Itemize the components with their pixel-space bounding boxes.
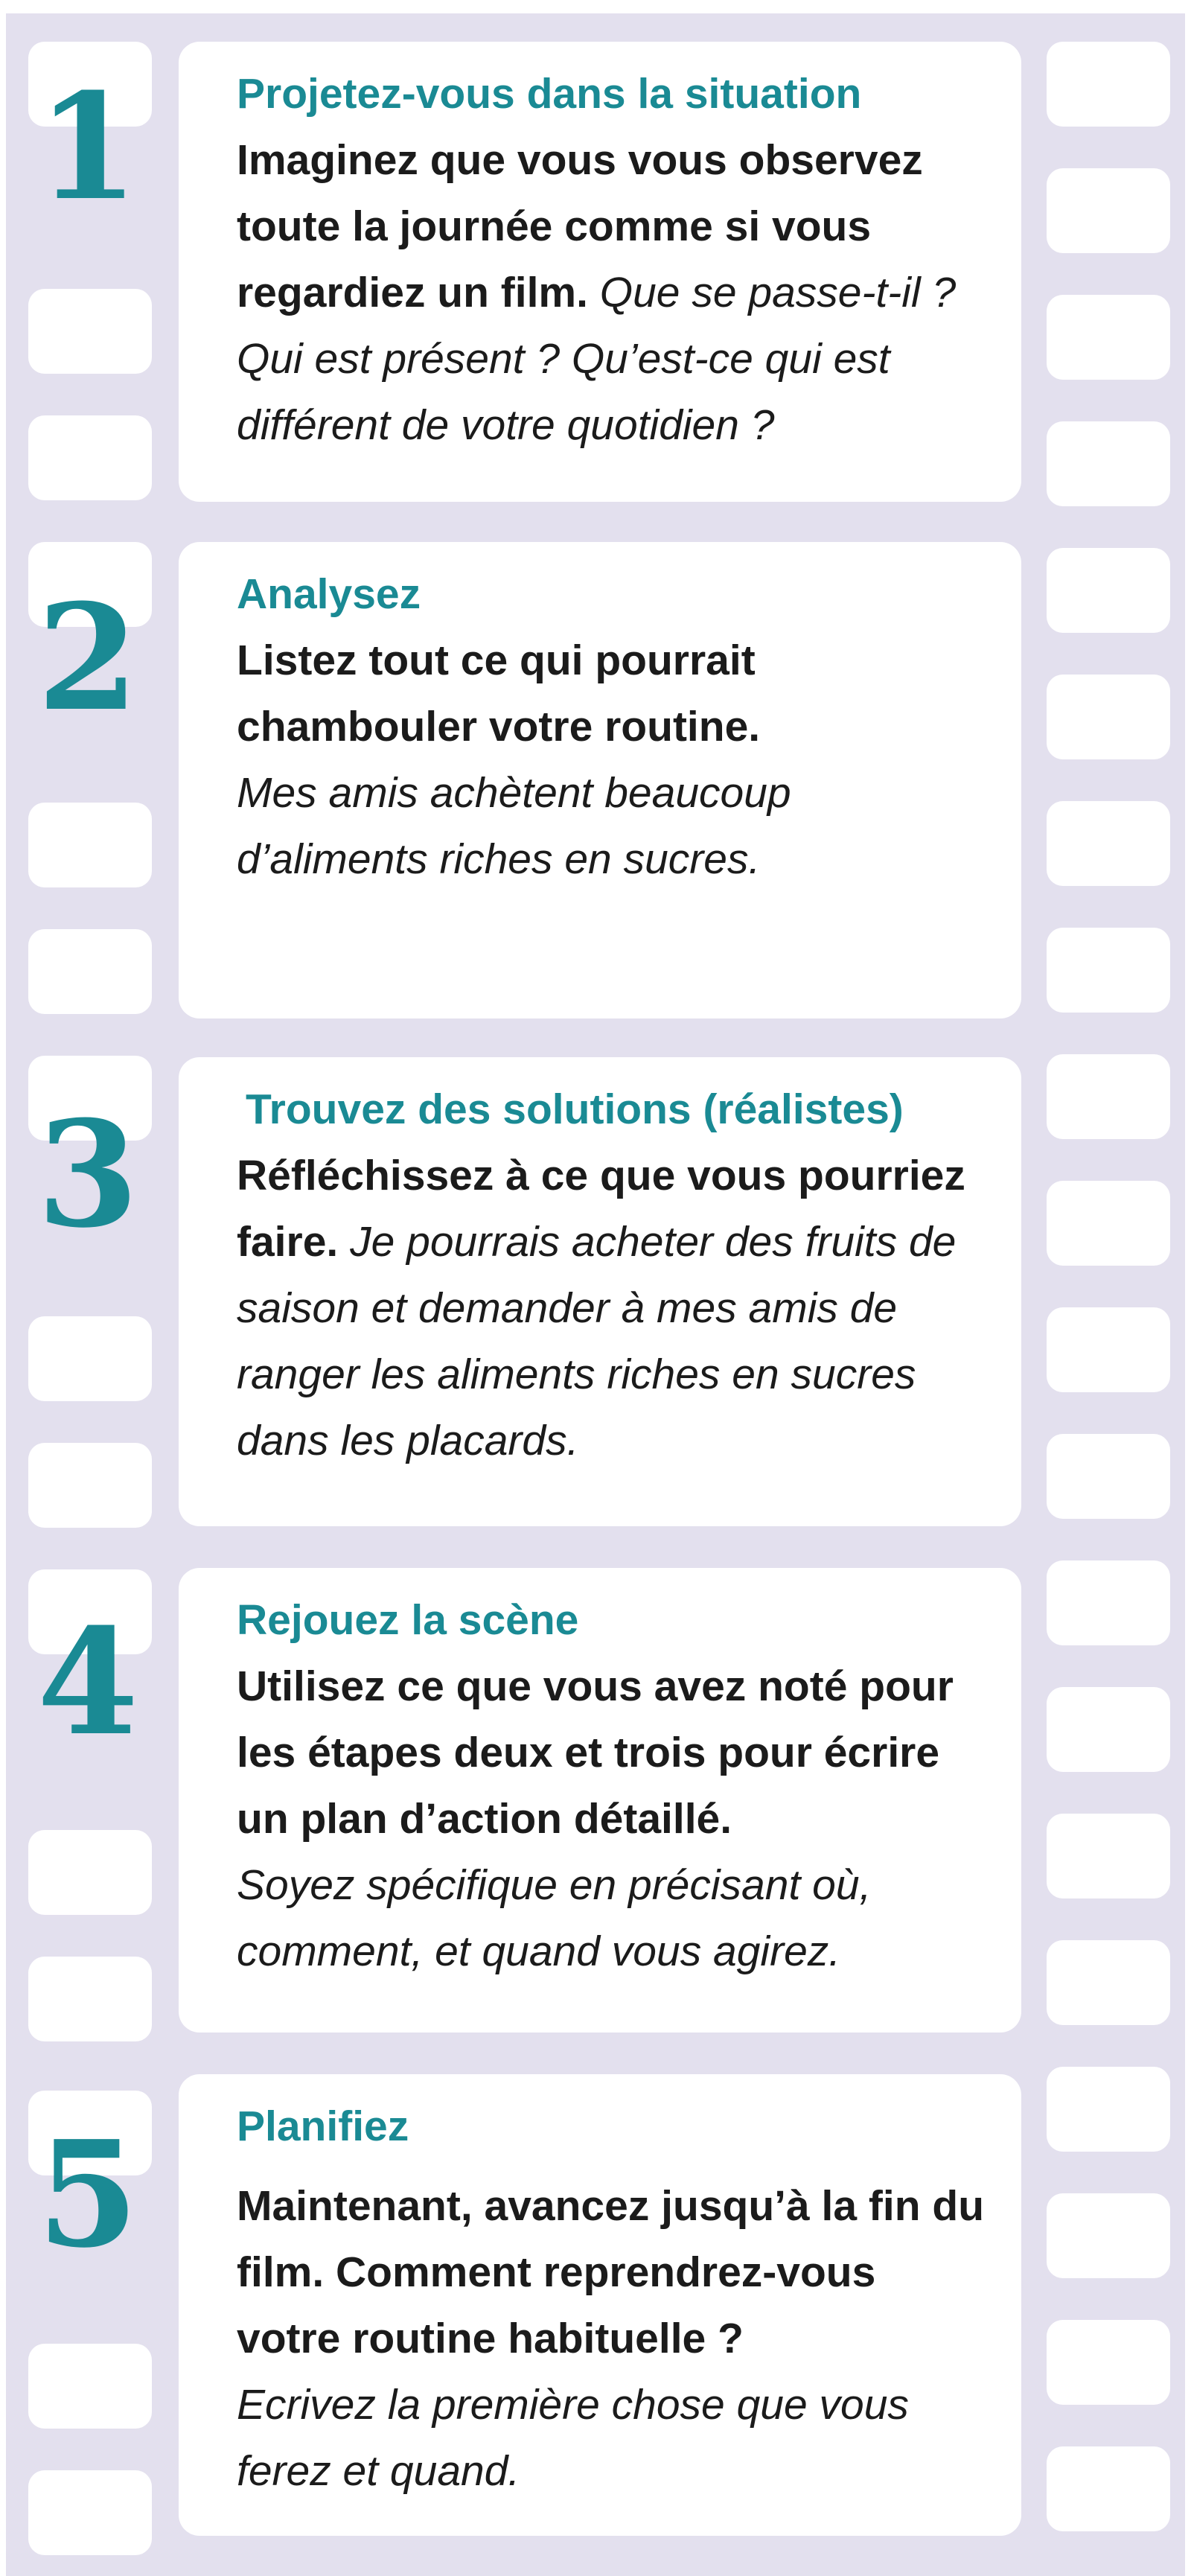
- step-title: Analysez: [237, 570, 421, 618]
- step-card: [179, 42, 1021, 502]
- sprocket-hole: [28, 1957, 152, 2041]
- sprocket-hole: [1047, 675, 1170, 759]
- step-example: Soyez spécifique en précisant où, comment, et quand vous agirez.: [237, 1861, 872, 1975]
- step-card: [179, 542, 1021, 1018]
- sprocket-hole: [28, 1443, 152, 1528]
- step-number: 2: [36, 573, 139, 744]
- sprocket-hole: [1047, 2446, 1170, 2531]
- sprocket-hole: [1047, 1560, 1170, 1645]
- step-content: [237, 1587, 984, 1985]
- step-text: Utilisez ce que vous avez noté pour les étapes deux et trois pour écrire un plan d’action détaillé.: [237, 1662, 954, 1843]
- sprocket-hole: [28, 2344, 152, 2429]
- step-number: 1: [36, 62, 139, 233]
- sprocket-hole: [1047, 1181, 1170, 1266]
- sprocket-hole: [1047, 2320, 1170, 2405]
- step-instruction: Réfléchissez à ce que vous pourriez faire.: [237, 1152, 965, 1266]
- sprocket-hole: [28, 289, 152, 374]
- sprocket-hole: [28, 1830, 152, 1915]
- step-text: Maintenant, avancez jusqu’à la fin du film. Comment reprendrez-vous votre routine habituelle ?: [237, 2182, 985, 2362]
- step-title: Rejouez la scène: [237, 1596, 579, 1644]
- step-title: Projetez-vous dans la situation: [237, 70, 862, 118]
- step-content: [237, 61, 984, 459]
- sprocket-hole: [1047, 548, 1170, 633]
- step-content: [237, 1077, 984, 1474]
- sprocket-hole: [1047, 1687, 1170, 1772]
- sprocket-hole: [1047, 421, 1170, 506]
- sprocket-hole: [1047, 2067, 1170, 2152]
- sprocket-hole: [1047, 1940, 1170, 2025]
- sprocket-hole: [1047, 928, 1170, 1013]
- step-number: 5: [36, 2109, 139, 2280]
- step-example: Mes amis achètent beaucoup d’aliments riches en sucres.: [237, 769, 791, 883]
- step-number: 3: [36, 1089, 139, 1260]
- sprocket-hole: [1047, 295, 1170, 380]
- sprocket-hole: [28, 415, 152, 500]
- sprocket-hole: [1047, 1307, 1170, 1392]
- sprocket-hole: [28, 1316, 152, 1401]
- step-number: 4: [36, 1597, 139, 1768]
- sprocket-hole: [1047, 1434, 1170, 1519]
- sprocket-hole: [28, 803, 152, 887]
- step-text: Listez tout ce qui pourrait chambouler votre routine.: [237, 637, 761, 750]
- step-card: [179, 1568, 1021, 2033]
- sprocket-hole: [1047, 42, 1170, 127]
- step-example: Ecrivez la première chose que vous ferez et quand.: [237, 2381, 909, 2495]
- sprocket-hole: [28, 929, 152, 1014]
- sprocket-hole: [1047, 1054, 1170, 1139]
- sprocket-hole: [1047, 801, 1170, 886]
- step-instruction: Imaginez que vous vous observez toute la journée comme si vous regardiez un film.: [237, 136, 923, 316]
- sprocket-hole: [28, 2470, 152, 2555]
- step-title: Planifiez: [237, 2102, 409, 2150]
- sprocket-hole: [1047, 168, 1170, 253]
- step-example: Que se passe-t-il ? Qui est présent ? Qu’est-ce qui est différent de votre quotidien ?: [237, 269, 957, 449]
- step-card: [179, 1057, 1021, 1526]
- sprocket-hole: [1047, 1814, 1170, 1898]
- step-content: [237, 2094, 984, 2505]
- step-example: Je pourrais acheter des fruits de saison et demander à mes amis de ranger les aliments riches en sucres dans les placards.: [237, 1218, 957, 1464]
- step-card: [179, 2074, 1021, 2536]
- step-text: [237, 1143, 984, 1474]
- step-content: [237, 561, 984, 893]
- step-title: Trouvez des solutions (réalistes): [246, 1085, 904, 1133]
- sprocket-hole: [1047, 2193, 1170, 2278]
- step-text: [237, 127, 984, 459]
